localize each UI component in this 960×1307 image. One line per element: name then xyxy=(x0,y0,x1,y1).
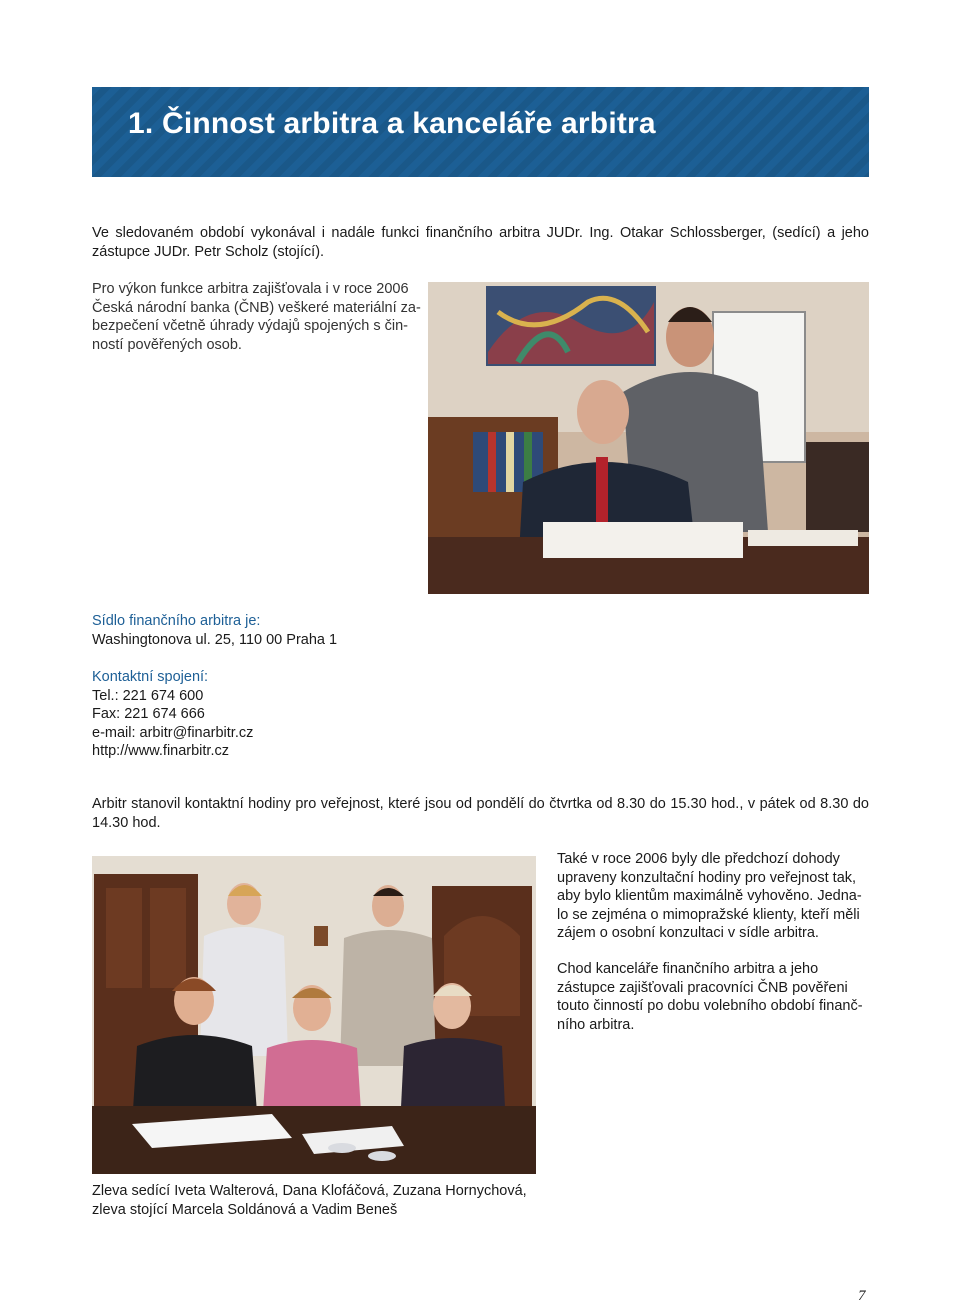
chapter-heading: 1. Činnost arbitra a kanceláře arbitra xyxy=(128,107,656,140)
intro-paragraph: Ve sledovaném období vykonával i nadále funkci finančního arbitra JUDr. Ing. Otakar Schlossberger, (sedící) a jeho zástupce JUDr. Petr Scholz (stojící). xyxy=(92,225,869,260)
cnb-paragraph xyxy=(92,280,422,354)
cnb-line: Pro výkon funkce arbitra zajišťovala i v roce 2006 xyxy=(92,281,409,297)
consultation-line: Také v roce 2006 byly dle předchozí dohody xyxy=(557,851,840,867)
staff-line: touto činností po dobu volebního období finanč- xyxy=(557,998,863,1014)
contact-email[interactable]: e-mail: arbitr@finarbitr.cz xyxy=(92,724,254,741)
caption-line: Zleva sedící Iveta Walterová, Dana Klofáčová, Zuzana Hornychová, xyxy=(92,1183,527,1199)
staff-line: zástupce zajišťovali pracovníci ČNB pověřeni xyxy=(557,979,848,996)
photo-caption xyxy=(92,1182,552,1219)
cnb-line: bezpečení včetně úhrady výdajů spojených s čin- xyxy=(92,318,408,334)
contact-fax: Fax: 221 674 666 xyxy=(92,706,205,722)
consultation-line: aby bylo klientům maximálně vyhověno. Jedna- xyxy=(557,888,862,904)
staff-paragraph xyxy=(557,960,869,1034)
consultation-line: upraveny konzultační hodiny pro veřejnost tak, xyxy=(557,869,857,886)
photo-office-staff xyxy=(92,856,536,1174)
address-value: Washingtonova ul. 25, 110 00 Praha 1 xyxy=(92,631,338,648)
address-label: Sídlo finančního arbitra je: xyxy=(92,613,261,629)
cnb-line: Česká národní banka (ČNB) veškeré materiální za- xyxy=(92,299,421,316)
contact-phone: Tel.: 221 674 600 xyxy=(92,687,204,704)
chapter-heading-banner xyxy=(92,87,869,177)
consultation-paragraph xyxy=(557,850,869,943)
consultation-line: zájem o osobní konzultaci v sídle arbitra. xyxy=(557,925,819,941)
cnb-line: ností pověřených osob. xyxy=(92,336,242,353)
staff-line: Chod kanceláře finančního arbitra a jeho xyxy=(557,961,819,977)
contact-website[interactable]: http://www.finarbitr.cz xyxy=(92,743,229,759)
photo-arbiter-office xyxy=(428,282,869,594)
staff-line: ního arbitra. xyxy=(557,1016,635,1033)
consultation-line: lo se zejména o mimopražské klienty, kteří měli xyxy=(557,906,860,923)
contact-block xyxy=(92,668,492,761)
address-block xyxy=(92,612,492,649)
page-number: 7 xyxy=(858,1288,866,1304)
contact-label: Kontaktní spojení: xyxy=(92,669,209,685)
office-hours-paragraph: Arbitr stanovil kontaktní hodiny pro veřejnost, které jsou od pondělí do čtvrtka od 8.30 do 15.30 hod., v pátek od 8.30 do 14.30 hod. xyxy=(92,796,869,831)
caption-line: zleva stojící Marcela Soldánová a Vadim Beneš xyxy=(92,1201,398,1218)
